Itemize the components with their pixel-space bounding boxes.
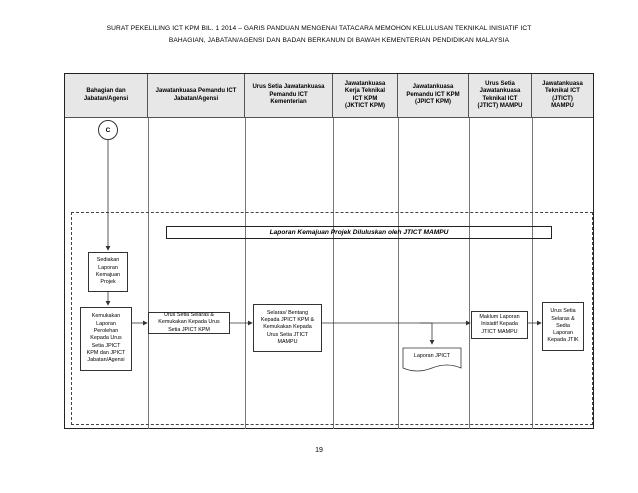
box-urus-setia-jtik: Urus Setia Selaras & Sedia Laporan Kepada JTIK [542, 302, 584, 351]
box-kemukakan-laporan: Kemukakan Laporan Perolehan Kepada Urus Setia JPICT KPM dan JPICT Jabatan/Agensi [80, 307, 132, 371]
page-number: 19 [315, 447, 323, 454]
column-header-jtict-mampu: Jawatankuasa Teknikal ICT (JTICT) MAMPU [532, 74, 593, 118]
box-maklum-laporan: Maklum Laporan Inisiatif Kepada JTICT MAMPU [471, 311, 528, 339]
column-header-urus-setia-jtict-mampu: Urus Setia Jawatankuasa Teknikal ICT (JTICT) MAMPU [469, 74, 532, 118]
column-header-jk-pemandu-jabatan: Jawatankuasa Pemandu ICT Jabatan/Agensi [148, 74, 245, 118]
box-urus-setia-selaras: Urus Setia Selaras & Kemukakan Kepada Urus Setia JPICT KPM [148, 312, 230, 334]
banner-laporan-kemajuan: Laporan Kemajuan Projek Diluluskan oleh JTICT MAMPU [166, 226, 552, 239]
column-header-jpict-kpm: Jawatankuasa Pemandu ICT KPM (JPICT KPM) [398, 74, 469, 118]
box-sediakan-laporan: Sediakan Laporan Kemajuan Projek [88, 252, 128, 292]
column-header-bahagian: Bahagian dan Jabatan/Agensi [65, 74, 148, 118]
connector-c: C [98, 120, 118, 140]
document-header-line-2: BAHAGIAN, JABATAN/AGENSI DAN BADAN BERKANUN DI BAWAH KEMENTERIAN PENDIDIKAN MALAYSIA [168, 37, 510, 44]
box-selaras-bentang: Selaras/ Bentang Kepada JPICT KPM & Kemukakan Kepada Urus Setia JTICT MAMPU [253, 304, 322, 352]
column-header-urus-setia-kementerian: Urus Setia Jawatankuasa Pemandu ICT Kementerian [245, 74, 333, 118]
column-header-jktict-kpm: Jawatankuasa Kerja Teknikal ICT KPM (JKTICT KPM) [333, 74, 398, 118]
label-laporan-jpict: Laporan JPICT [413, 353, 451, 360]
document-header-line-1: SURAT PEKELILING ICT KPM BIL. 1 2014 – GARIS PANDUAN MENGENAI TATACARA MEMOHON KELULUSAN TEKNIKAL INISIATIF ICT [106, 25, 532, 32]
arrow-to-laporan-jpict [420, 323, 432, 344]
